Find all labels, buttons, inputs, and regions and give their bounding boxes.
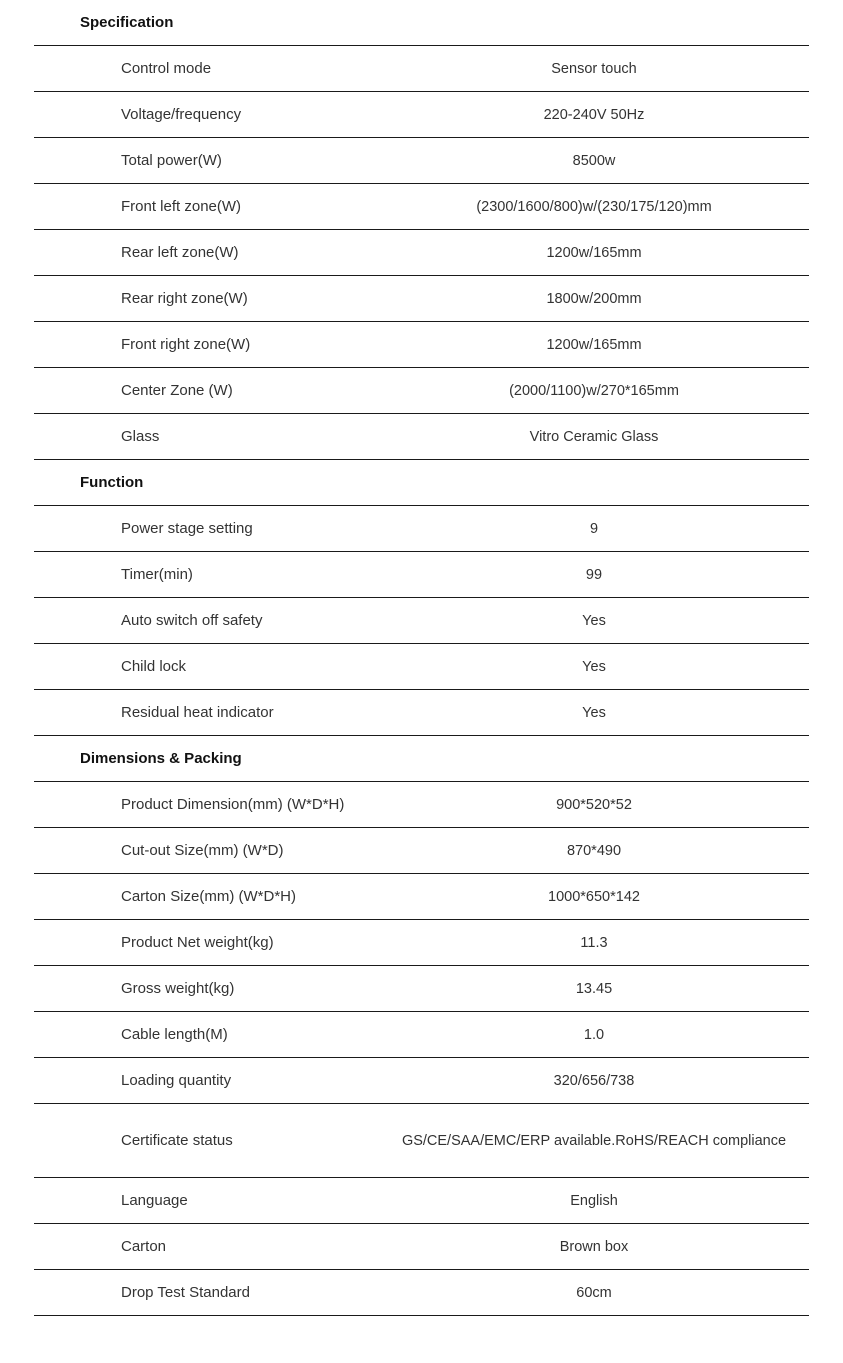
row-value: 99: [585, 566, 603, 583]
row-label: Total power(W): [121, 152, 222, 169]
row-label: Carton Size(mm) (W*D*H): [121, 888, 297, 905]
row-label: Loading quantity: [121, 1072, 232, 1089]
table-row: [34, 368, 809, 414]
row-label: Product Net weight(kg): [121, 934, 274, 951]
table-row: [34, 46, 809, 92]
row-value: Sensor touch: [551, 60, 637, 77]
row-label: Drop Test Standard: [121, 1284, 250, 1301]
row-value: 60cm: [576, 1284, 612, 1301]
row-label: Power stage setting: [121, 520, 253, 537]
table-row: [34, 1012, 809, 1058]
row-label: Cable length(M): [121, 1026, 228, 1043]
table-row: [34, 276, 809, 322]
row-value: 220-240V 50Hz: [543, 106, 645, 123]
row-label: Timer(min): [121, 566, 193, 583]
row-value: 1.0: [583, 1026, 605, 1043]
table-row: [34, 966, 809, 1012]
table-row: [34, 92, 809, 138]
row-label: Certificate status: [121, 1132, 233, 1149]
table-row: [34, 506, 809, 552]
row-value: English: [570, 1192, 618, 1209]
table-row: [34, 322, 809, 368]
row-value: (2000/1100)w/270*165mm: [509, 382, 679, 399]
row-label: Voltage/frequency: [121, 106, 242, 123]
row-label: Glass: [121, 428, 160, 445]
row-label: Front right zone(W): [121, 336, 251, 353]
section-header-specification: [34, 0, 809, 46]
row-value: 9: [589, 520, 599, 537]
row-label: Auto switch off safety: [121, 612, 263, 629]
row-label: Cut-out Size(mm) (W*D): [121, 842, 284, 859]
table-row: [34, 1058, 809, 1104]
row-label: Child lock: [121, 658, 187, 675]
row-label: Residual heat indicator: [121, 704, 274, 721]
row-value: 870*490: [566, 842, 622, 859]
table-row: [34, 1224, 809, 1270]
table-row: [34, 1104, 809, 1178]
spec-table: [34, 0, 809, 1316]
table-row: [34, 184, 809, 230]
section-header-function: [34, 460, 809, 506]
row-value: GS/CE/SAA/EMC/ERP available.RoHS/REACH compliance: [401, 1132, 787, 1149]
row-label: Gross weight(kg): [121, 980, 235, 997]
table-row: [34, 920, 809, 966]
section-title: Function: [80, 474, 144, 491]
table-row: [34, 874, 809, 920]
table-row: [34, 782, 809, 828]
row-label: Rear right zone(W): [121, 290, 248, 307]
row-label: Control mode: [121, 60, 212, 77]
section-header-dimensions-packing: [34, 736, 809, 782]
row-value: 13.45: [575, 980, 613, 997]
row-value: Yes: [582, 658, 606, 675]
table-row: [34, 1270, 809, 1316]
row-label: Front left zone(W): [121, 198, 242, 215]
section-title: Specification: [80, 14, 174, 31]
row-value: Yes: [582, 704, 606, 721]
table-row: [34, 598, 809, 644]
row-value: 1800w/200mm: [546, 290, 642, 307]
row-value: 320/656/738: [553, 1072, 635, 1089]
table-row: [34, 414, 809, 460]
table-row: [34, 230, 809, 276]
row-label: Product Dimension(mm) (W*D*H): [121, 796, 345, 813]
row-label: Rear left zone(W): [121, 244, 239, 261]
row-label: Language: [121, 1192, 188, 1209]
table-row: [34, 552, 809, 598]
row-value: 1200w/165mm: [546, 336, 642, 353]
row-value: (2300/1600/800)w/(230/175/120)mm: [476, 198, 712, 215]
section-title: Dimensions & Packing: [80, 750, 242, 767]
row-value: Yes: [582, 612, 606, 629]
row-value: 1200w/165mm: [546, 244, 642, 261]
table-row: [34, 690, 809, 736]
row-value: 1000*650*142: [548, 888, 640, 905]
table-row: [34, 644, 809, 690]
table-row: [34, 1178, 809, 1224]
row-value: Brown box: [559, 1238, 629, 1255]
row-value: 8500w: [572, 152, 616, 169]
table-row: [34, 138, 809, 184]
row-label: Carton: [121, 1238, 167, 1255]
row-value: 11.3: [580, 934, 608, 951]
row-value: 900*520*52: [556, 796, 632, 813]
row-label: Center Zone (W): [121, 382, 233, 399]
table-row: [34, 828, 809, 874]
row-value: Vitro Ceramic Glass: [529, 428, 659, 445]
